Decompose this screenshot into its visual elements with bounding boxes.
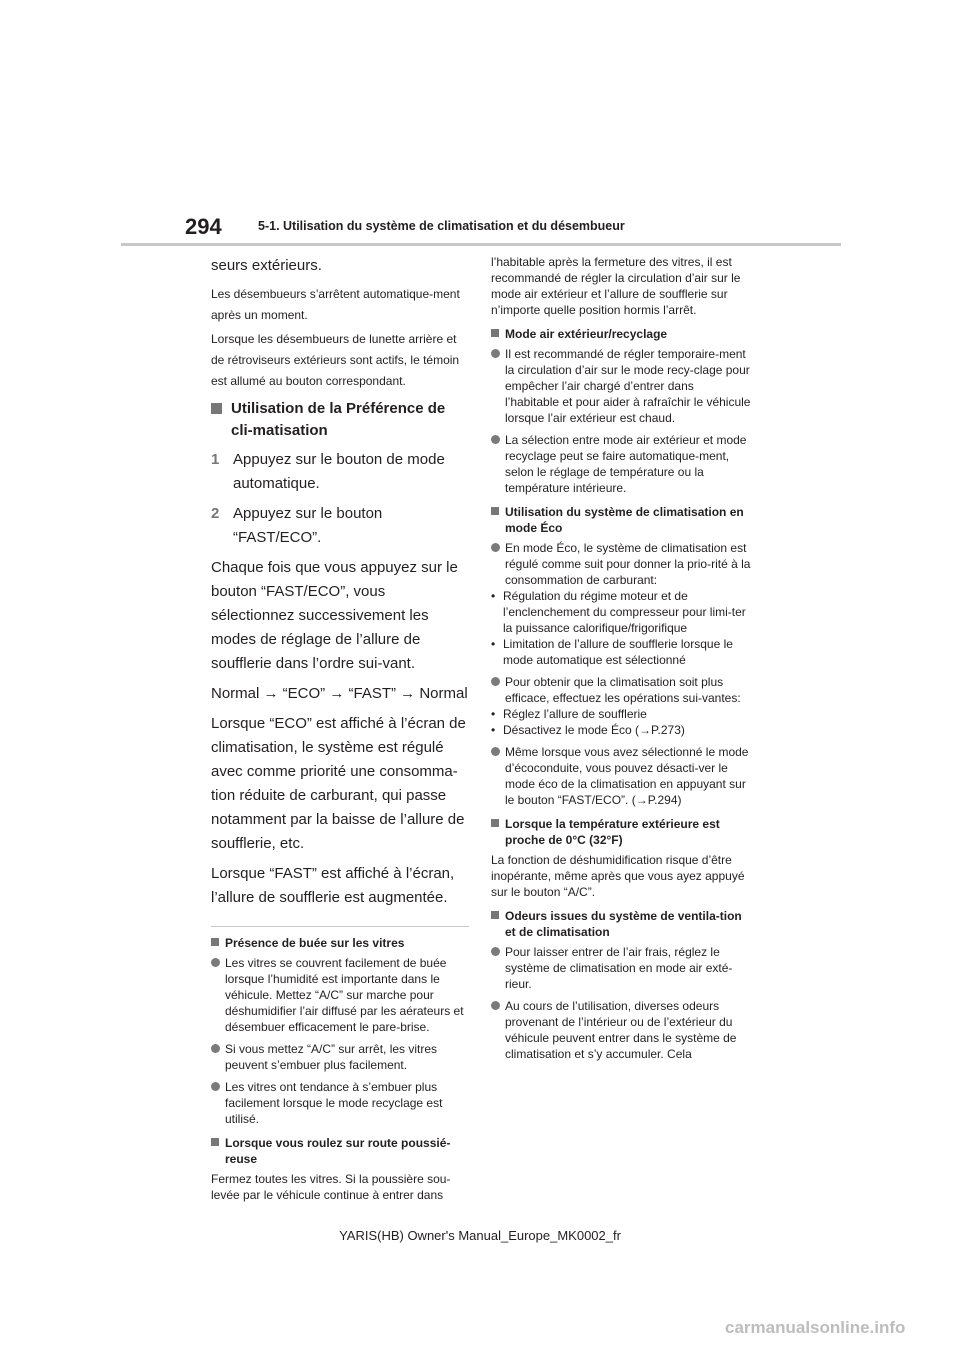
- circle-bullet-icon: [211, 1082, 220, 1091]
- square-bullet-icon: [211, 403, 222, 414]
- circle-bullet-icon: [491, 349, 500, 358]
- paragraph: Fermez toutes les vitres. Si la poussière sou-levée par le véhicule continue à entrer dans: [211, 1172, 451, 1202]
- paragraph: Chaque fois que vous appuyez sur le bouton “FAST/ECO”, vous sélectionnez successivement les modes de réglage de l’allure de soufflerie dans l’ordre sui-vant.: [211, 559, 458, 672]
- step-1: [211, 448, 469, 496]
- list-item: Pour laisser entrer de l’air frais, réglez le système de climatisation en mode air exté-rieur.: [491, 944, 751, 992]
- square-bullet-icon: [211, 1138, 219, 1146]
- footer-text: YARIS(HB) Owner's Manual_Europe_MK0002_fr: [339, 1228, 621, 1243]
- section-title: 5-1. Utilisation du système de climatisation et du désembueur: [258, 219, 625, 233]
- circle-bullet-icon: [491, 435, 500, 444]
- section-heading: [211, 398, 469, 442]
- list-item: En mode Éco, le système de climatisation est régulé comme suit pour donner la prio-rité à la consommation de carburant: • Régulation du régime moteur et de l’enclenchement du compresseur pour limi-ter la puissance calorifique/frigorifique • Limitation de l’allure de soufflerie lorsque le mode automatique est sélectionné: [491, 541, 751, 667]
- heading-text: Présence de buée sur les vitres: [225, 936, 405, 950]
- circle-bullet-icon: [211, 1044, 220, 1053]
- sub-item: • Réglez l’allure de soufflerie: [491, 707, 647, 721]
- circle-bullet-icon: [491, 747, 500, 756]
- circle-bullet-icon: [491, 677, 500, 686]
- circle-bullet-icon: [491, 947, 500, 956]
- paragraph: seurs extérieurs.: [211, 257, 322, 274]
- square-bullet-icon: [491, 507, 499, 515]
- paragraph: l’habitable après la fermeture des vitres, il est recommandé de régler la circulation d’air sur le mode air extérieur et l’allure de soufflerie sur n’importe quelle position hormis l’arrêt.: [491, 255, 741, 317]
- watermark: carmanualsonline.info: [725, 1318, 906, 1337]
- step-text: Appuyez sur le bouton de mode automatique.: [233, 451, 445, 492]
- list-item: Les vitres ont tendance à s’embuer plus facilement lorsque le mode recyclage est utilisé.: [211, 1079, 469, 1127]
- left-column: [211, 254, 469, 1209]
- step-number: 1: [211, 451, 220, 468]
- sub-item: • Régulation du régime moteur et de l’enclenchement du compresseur pour limi-ter la puissance calorifique/frigorifique: [491, 589, 746, 635]
- circle-bullet-icon: [491, 1001, 500, 1010]
- square-bullet-icon: [211, 938, 219, 946]
- circle-bullet-icon: [211, 958, 220, 967]
- page-footer: [0, 1228, 960, 1243]
- subsection-heading: [491, 908, 751, 940]
- heading-text: Utilisation de la Préférence de cli-matisation: [231, 400, 446, 439]
- list-item: La sélection entre mode air extérieur et mode recyclage peut se faire automatique-ment, selon le réglage de température ou la température intérieure.: [491, 432, 751, 496]
- page-number: 294: [185, 214, 222, 239]
- heading-text: Lorsque la température extérieure est proche de 0°C (32°F): [505, 817, 720, 847]
- square-bullet-icon: [491, 819, 499, 827]
- paragraph: Lorsque les désembueurs de lunette arrière et de rétroviseurs extérieurs sont actifs, le témoin est allumé au bouton correspondant.: [211, 332, 460, 388]
- step-text: Appuyez sur le bouton “FAST/ECO”.: [233, 505, 383, 546]
- page-header: [0, 0, 960, 250]
- list-item: Même lorsque vous avez sélectionné le mode d’écoconduite, vous pouvez désacti-ver le mode éco de la climatisation en appuyant sur le bouton “FAST/ECO”. (→P.294): [491, 744, 751, 808]
- list-item: Il est recommandé de régler temporaire-ment la circulation d’air sur le mode recy-clage pour empêcher l’air chargé d’entrer dans l’habitable et pour aider à rafraîchir le véhicule lorsque l’air extérieur est chaud.: [491, 346, 751, 426]
- subsection-heading: [491, 816, 751, 848]
- right-column: [491, 254, 751, 1068]
- square-bullet-icon: [491, 911, 499, 919]
- list-item: Au cours de l’utilisation, diverses odeurs provenant de l’intérieur ou de l’extérieur du véhicule peuvent entrer dans le système de climatisation et s’y accumuler. Cela: [491, 998, 751, 1062]
- heading-text: Odeurs issues du système de ventila-tion et de climatisation: [505, 909, 742, 939]
- heading-text: Lorsque vous roulez sur route poussié-reuse: [225, 1136, 451, 1166]
- step-number: 2: [211, 505, 220, 522]
- subsection-heading: [211, 935, 469, 951]
- sub-item: • Limitation de l’allure de soufflerie lorsque le mode automatique est sélectionné: [491, 637, 733, 667]
- subsection-heading: [211, 1135, 469, 1167]
- list-item: Les vitres se couvrent facilement de buée lorsque l’humidité est importante dans le véhicule. Mettez “A/C” sur marche pour déshumidifier l’air diffusé par les aérateurs et désembuer efficacement le pare-brise.: [211, 955, 469, 1035]
- divider: [211, 926, 469, 927]
- paragraph: Lorsque “FAST” est affiché à l’écran, l’allure de soufflerie est augmentée.: [211, 865, 455, 906]
- subsection-heading: [491, 504, 751, 536]
- list-item: Pour obtenir que la climatisation soit plus efficace, effectuez les opérations sui-vantes: • Réglez l’allure de soufflerie • Désactivez le mode Éco (→P.273): [491, 674, 751, 738]
- square-bullet-icon: [491, 329, 499, 337]
- mode-sequence: Normal → “ECO” → “FAST” → Normal: [211, 685, 468, 702]
- list-item: Si vous mettez “A/C” sur arrêt, les vitres peuvent s’embuer plus facilement.: [211, 1041, 469, 1073]
- paragraph: Lorsque “ECO” est affiché à l’écran de climatisation, le système est régulé avec comme priorité une consomma-tion réduite de carburant, qui passe notamment par la baisse de l’allure de soufflerie, etc.: [211, 715, 466, 852]
- sub-item: • Désactivez le mode Éco (→P.273): [491, 723, 685, 737]
- subsection-heading: [491, 326, 751, 342]
- heading-text: Utilisation du système de climatisation en mode Éco: [505, 505, 744, 535]
- header-rule: [121, 243, 841, 246]
- circle-bullet-icon: [491, 543, 500, 552]
- heading-text: Mode air extérieur/recyclage: [505, 327, 668, 341]
- paragraph: La fonction de déshumidification risque d’être inopérante, même après que vous ayez appuyé sur le bouton “A/C”.: [491, 853, 745, 899]
- paragraph: Les désembueurs s’arrêtent automatique-ment après un moment.: [211, 287, 460, 322]
- step-2: [211, 502, 469, 550]
